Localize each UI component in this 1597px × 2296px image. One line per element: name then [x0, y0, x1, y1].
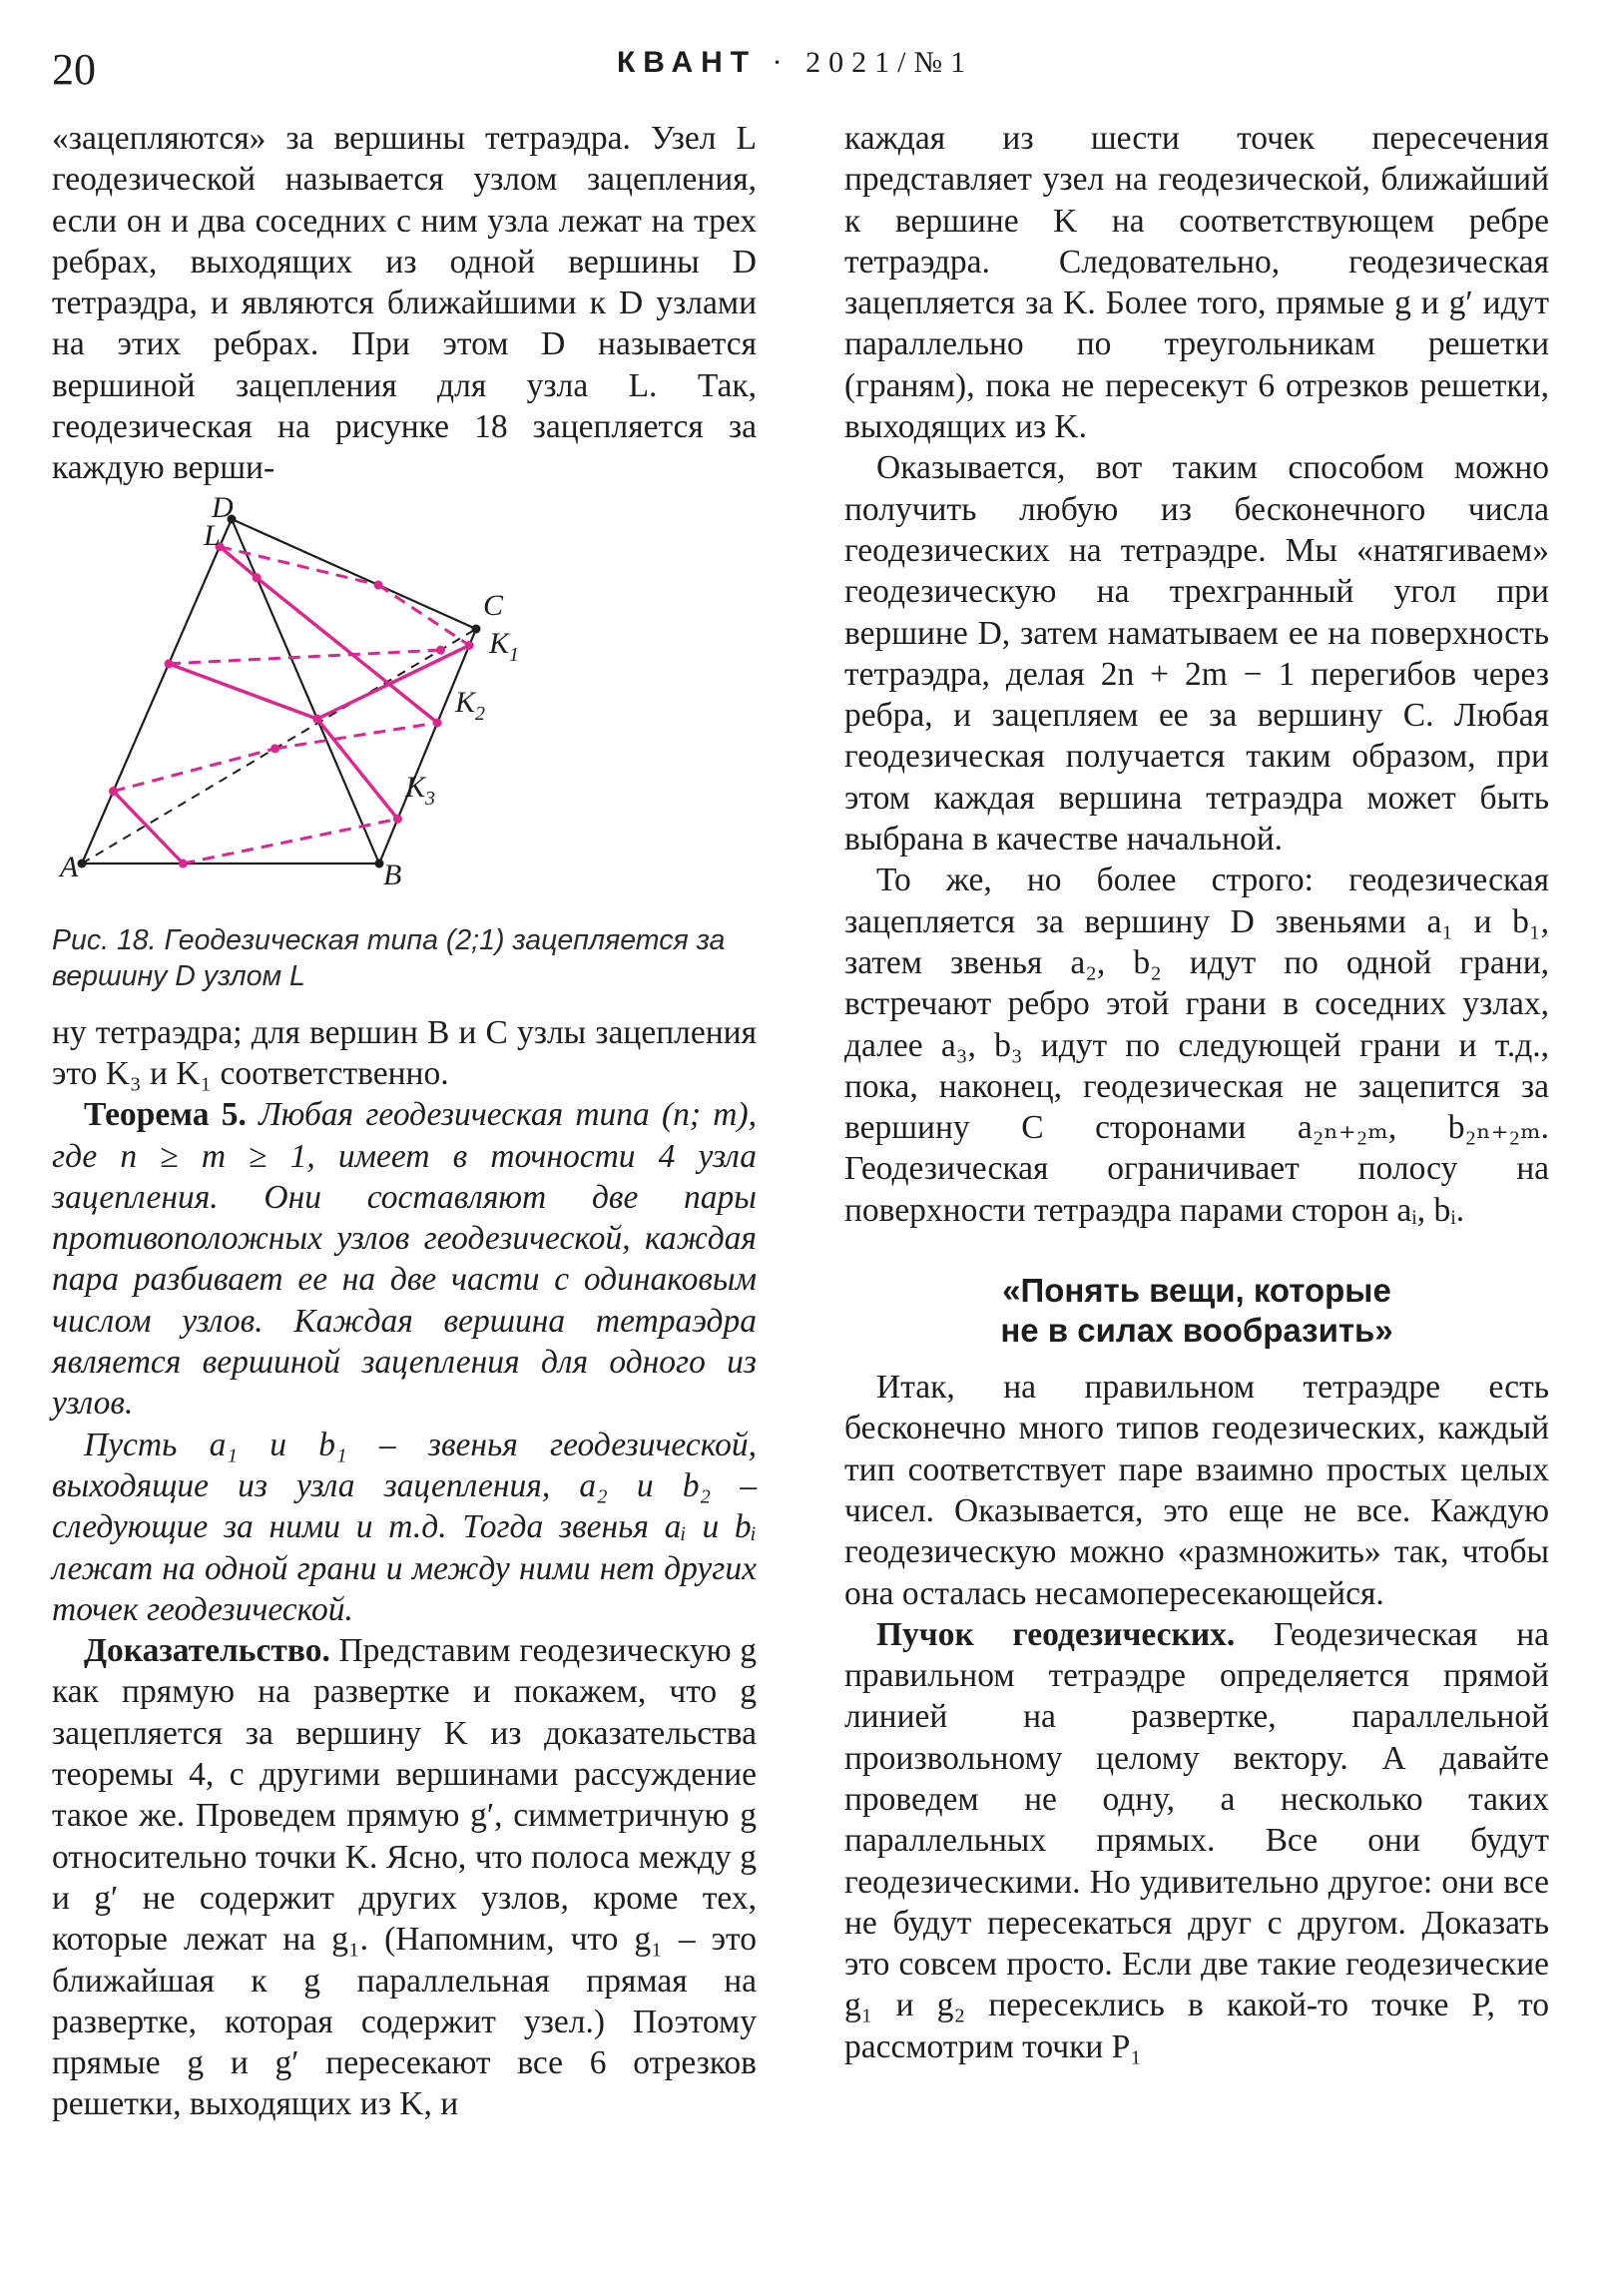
- geodesic-node-11: [436, 645, 445, 654]
- geodesic-link-8: [378, 585, 469, 645]
- left-column: [52, 118, 757, 2125]
- label-B: B: [383, 858, 402, 891]
- bundle-text: Геодезическая на правильном тетраэдре определяется прямой линией на развертке, параллельной произвольному целому вектору. А давайте проведем не одну, а несколько таких параллельных прямых. Все они будут геодезическими. Но удивительно другое: они все не будут пересекаться друг с другом. Доказать это совсем просто. Если две такие геодезические g₁ и g₂ пересеклись в какой-то точке P, то рассмотрим точки P₁: [844, 1615, 1549, 2065]
- right-paragraph-3: То же, но более строго: геодезическая зацепляется за вершину D звеньями a₁ и b₁, затем звенья a₂, b₂ идут по одной грани, встречают ребро этой грани в соседних узлах, далее a₃, b₃ идут по следующей грани и т.д., пока, наконец, геодезическая не зацепится за вершину C сторонами a₂ₙ₊₂ₘ, b₂ₙ₊₂ₘ. Геодезическая ограничивает полосу на поверхности тетраэдра парами сторон aᵢ, bᵢ.: [844, 861, 1549, 1229]
- section-heading-line-2: не в силах вообразить»: [1000, 1312, 1393, 1350]
- theorem-text: Любая геодезическая типа (n; m), где n ≥ m ≥ 1, имеет в точности 4 узла зацепления. Они составляют две пары противоположных узлов геодезической, каждая пара разбивает ее на две части с одинаковым числом узлов. Каждая вершина тетраэдра является вершиной зацепления для одного из узлов.: [52, 1096, 758, 1423]
- right-paragraph-5: [844, 1614, 1549, 2067]
- right-paragraph-2: Оказывается, вот таким способом можно получить любую из бесконечного числа геодезических на тетраэдре. Мы «натягиваем» геодезическую на трехгранный угол при вершине D, затем наматываем ее на поверхность тетраэдра, делая 2n + 2m − 1 перегибов через ребра, и зацепляем ее за вершину C. Любая геодезическая получается таким образом, при этом каждая вершина тетраэдра может быть выбрана в качестве начальной.: [844, 449, 1549, 859]
- geodesic-node-3: [109, 787, 118, 796]
- geodesic-node-9: [393, 815, 402, 824]
- edge-AC-hidden: [82, 629, 476, 863]
- left-paragraph-1: «зацепляются» за вершины тетраэдра. Узел L геодезической называется узлом зацепления, если он и два соседних с ним узла лежат на трех ребрах, выходящих из одной вершины D тетраэдра, и являются ближайшими к D узлами на этих ребрах. При этом D называется вершиной зацепления для узла L. Так, геодезическая на рисунке 18 зацепляется за каждую верши-: [52, 120, 757, 487]
- geodesic-node-7: [465, 641, 474, 650]
- edge-DC: [232, 519, 476, 629]
- magazine-title: [617, 46, 973, 80]
- issue-number: · 2021/№1: [772, 46, 974, 79]
- section-heading-line-1: «Понять вещи, которые: [1002, 1272, 1391, 1310]
- figure-18: [52, 497, 757, 916]
- theorem-5: [52, 1094, 757, 1424]
- proof-label: Доказательство.: [84, 1632, 330, 1670]
- label-C: C: [483, 588, 504, 622]
- label-L: L: [204, 518, 221, 552]
- geodesic-link-3: [169, 664, 317, 719]
- label-A: A: [60, 850, 79, 883]
- geodesic-link-5: [114, 791, 184, 862]
- page-number: 20: [52, 45, 96, 94]
- geodesic-link-10: [114, 749, 275, 792]
- section-heading: [844, 1271, 1549, 1351]
- label-K3: $K_3$: [405, 770, 436, 810]
- label-D: D: [212, 496, 234, 524]
- edge-DB: [232, 519, 379, 863]
- edge-DA: [82, 519, 232, 863]
- label-K1: $K_1$: [489, 626, 520, 666]
- geodesic-node-10: [179, 859, 188, 867]
- tetrahedron-diagram: [52, 497, 757, 916]
- left-paragraph-2: ну тетраэдра; для вершин B и C узлы зацепления это K₃ и K₁ соответственно.: [52, 1013, 757, 1092]
- bundle-label: Пучок геодезических.: [876, 1615, 1236, 1653]
- theorem-label: Теорема 5.: [84, 1096, 247, 1134]
- geodesic-link-6: [317, 719, 398, 819]
- geodesic-link-11: [275, 723, 438, 749]
- label-K2: $K_2$: [455, 685, 486, 725]
- geodesic-node-2: [165, 659, 174, 668]
- proof-text: Представим геодезическую g как прямую на развертке и покажем, что g зацепляется за вершину K из доказательства теоремы 4, с другими вершинами рассуждение такое же. Проведем прямую g′, симметричную g относительно точки K. Ясно, что полоса между g и g′ не содержит других узлов, кроме тех, которые лежат на g₁. (Напомним, что g₁ – это ближайшая к g параллельная прямая на развертке, которая содержит узел.) Поэтому прямые g и g′ пересекают все 6 отрезков решетки, выходящих из K, и: [52, 1632, 757, 2123]
- left-paragraph-3: Пусть a₁ и b₁ – звенья геодезической, выходящие из узла зацепления, a₂ и b₂ – следующие за ними и т.д. Тогда звенья aᵢ и bᵢ лежат на одной грани и между ними нет других точек геодезической.: [52, 1426, 757, 1628]
- right-paragraph-1: каждая из шести точек пересечения представляет узел на геодезической, ближайший к вершине K на соответствующем ребре тетраэдра. Следовательно, геодезическая зацепляется за K. Более того, прямые g и g′ идут параллельно по треугольникам решетки (граням), пока не пересекут 6 отрезков решетки, выходящих из K.: [844, 120, 1549, 446]
- right-column: [844, 118, 1549, 2067]
- magazine-name: КВАНТ: [617, 46, 758, 79]
- right-paragraph-4: Итак, на правильном тетраэдре есть бесконечно много типов геодезических, каждый тип соответствует паре взаимно простых целых чисел. Оказывается, это еще не все. Каждую геодезическую можно «размножить» так, чтобы она осталась несамопересекающейся.: [844, 1369, 1549, 1612]
- proof: [52, 1630, 757, 2125]
- geodesic-node-8: [433, 718, 442, 727]
- geodesic-node-5: [312, 714, 321, 723]
- geodesic-node-12: [270, 744, 279, 753]
- vertex-C: [472, 624, 481, 633]
- vertex-A: [78, 859, 87, 867]
- figure-caption: Рис. 18. Геодезическая типа (2;1) зацепляется за вершину D узлом L: [52, 923, 726, 992]
- geodesic-link-9: [169, 650, 440, 664]
- page-header: [0, 0, 1597, 110]
- geodesic-node-4: [253, 573, 262, 582]
- geodesic-link-12: [183, 819, 397, 863]
- geodesic-node-6: [374, 580, 383, 589]
